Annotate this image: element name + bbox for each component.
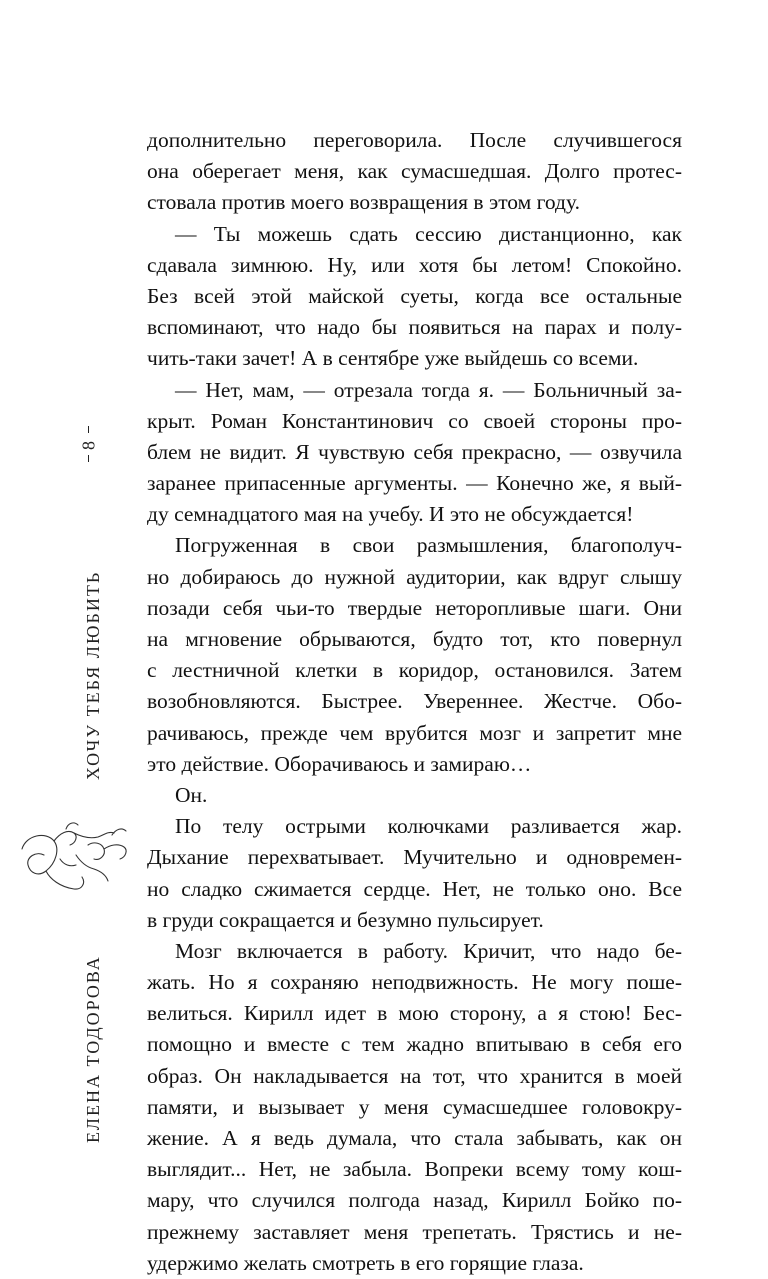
text-line: рачиваюсь, прежде чем врубится мозг и запретит мне — [147, 720, 682, 745]
text-line: — Ты можешь сдать сессию дистанционно, как — [175, 221, 682, 246]
text-line: дополнительно переговорила. После случившегося — [147, 128, 682, 152]
text-line: но сладко сжимается сердце. Нет, не только оно. Все — [147, 876, 682, 901]
text-line: Погруженная в свои размышления, благополуч- — [175, 533, 682, 558]
text-line: на мгновение обрываются, будто тот, кто повернул — [147, 627, 682, 651]
text-line: Без всей этой майской суеты, когда все остальные — [147, 283, 682, 308]
text-line: Он. — [175, 782, 208, 807]
text-line: но добираюсь до нужной аудитории, как вдруг слышу — [147, 564, 682, 589]
text-line: жать. Но я сохраняю неподвижность. Не могу поше- — [147, 970, 682, 995]
text-line: в груди сокращается и безумно пульсирует. — [147, 907, 544, 932]
text-line: крыт. Роман Константинович со своей стороны про- — [147, 408, 682, 433]
page-number-bar-bottom — [88, 455, 89, 462]
text-line: Мозг включается в работу. Кричит, что надо бе- — [175, 938, 682, 963]
text-line: с лестничной клетки в коридор, остановился. Затем — [147, 658, 682, 683]
text-line: выглядит... Нет, не забыла. Вопреки всему тому кош- — [147, 1157, 682, 1182]
text-line: жение. А я ведь думала, что стала забывать, как он — [147, 1126, 682, 1150]
couple-sketch-icon — [16, 815, 136, 895]
text-line: прежнему заставляет меня трепетать. Трястись и не- — [147, 1219, 682, 1244]
text-line: образ. Он накладывается на тот, что хранится в моей — [147, 1063, 682, 1088]
text-line: ду семнадцатого мая на учебу. И это не обсуждается! — [147, 502, 634, 527]
text-line: Дыхание перехватывает. Мучительно и одновремен- — [147, 845, 682, 870]
text-line: возобновляются. Быстрее. Увереннее. Жестче. Обо- — [147, 689, 682, 714]
text-line: памяти, и вызывает у меня сумасшедшее головокру- — [147, 1094, 682, 1119]
page-number — [77, 426, 101, 462]
text-line: По телу острыми колючками разливается жар. — [175, 814, 682, 839]
book-author: ЕЛЕНА ТОДОРОВА — [83, 955, 103, 1143]
text-line: заранее припасенные аргументы. — Конечно же, я вый- — [147, 471, 682, 496]
page-number-value: 8 — [78, 441, 99, 450]
text-line: позади себя чьи-то твердые неторопливые шаги. Они — [147, 595, 682, 620]
text-line: мару, что случился полгода назад, Кирилл Бойко по- — [147, 1188, 682, 1213]
running-head — [0, 0, 103, 1240]
text-line: велиться. Кирилл идет в мою сторону, а я стою! Бес- — [147, 1001, 682, 1026]
text-line: сдавала зимнюю. Ну, или хотя бы летом! Спокойно. — [147, 252, 682, 277]
text-line: это действие. Оборачиваюсь и замираю… — [147, 751, 532, 776]
body-text — [147, 125, 682, 1279]
book-title: ХОЧУ ТЕБЯ ЛЮБИТЬ — [83, 570, 103, 780]
text-line: помощно и вместе с тем жадно впитываю в себя его — [147, 1032, 682, 1057]
text-line: вспоминают, что надо бы появиться на парах и полу- — [147, 315, 682, 340]
text-line: блем не видит. Я чувствую себя прекрасно, — озвучила — [147, 439, 682, 464]
text-line: стовала против моего возвращения в этом году. — [147, 190, 580, 215]
text-line: удержимо желать смотреть в его горящие глаза. — [147, 1250, 584, 1275]
text-line: — Нет, мам, — отрезала тогда я. — Больничный за- — [175, 377, 682, 402]
text-line: чить-таки зачет! А в сентябре уже выйдешь со всеми. — [147, 346, 639, 371]
text-line: она оберегает меня, как сумасшедшая. Долго протес- — [147, 159, 682, 184]
page-number-bar-top — [88, 426, 89, 433]
